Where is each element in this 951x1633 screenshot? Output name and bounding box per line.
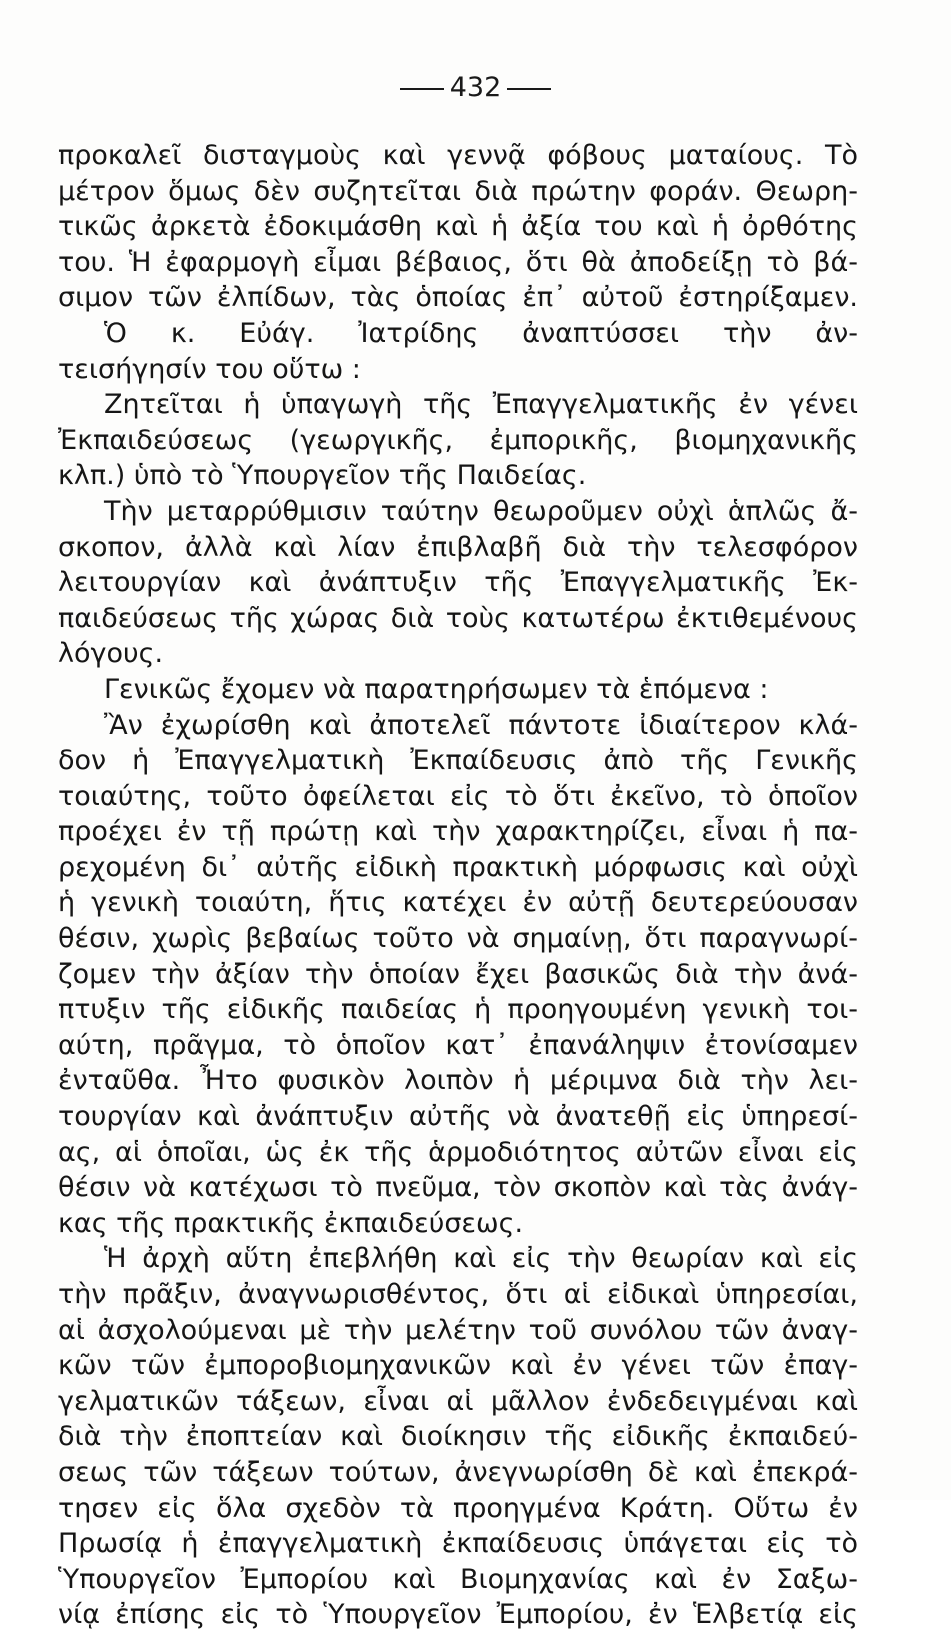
text-line: Ἂν ἐχωρίσθη καὶ ἀποτελεῖ πάντοτε ἰδιαίτερον κλά- (104, 709, 858, 741)
text-line: κλπ.) ὑπὸ τὸ Ὑπουργεῖον τῆς Παιδείας. (58, 460, 587, 492)
text-line: γελματικῶν τάξεων, εἶναι αἱ μᾶλλον ἐνδεδειγμέναι καὶ (58, 1385, 858, 1417)
text-line: θέσιν νὰ κατέχωσι τὸ πνεῦμα, τὸν σκοπὸν καὶ τὰς ἀνάγ- (58, 1172, 858, 1204)
text-line: προκαλεῖ δισταγμοὺς καὶ γεννᾷ φόβους ματαίους. Τὸ (58, 140, 858, 171)
text-line: παιδεύσεως τῆς χώρας διὰ τοὺς κατωτέρω ἐκτιθεμένους (58, 602, 858, 634)
text-line: διὰ τὴν ἐποπτείαν καὶ διοίκησιν τῆς εἰδικῆς ἐκπαιδεύ- (58, 1421, 858, 1453)
text-line: Ἡ ἀρχὴ αὕτη ἐπεβλήθη καὶ εἰς τὴν θεωρίαν καὶ εἰς (104, 1243, 858, 1275)
text-line: τοιαύτης, τοῦτο ὀφείλεται εἰς τὸ ὅτι ἐκεῖνο, τὸ ὁποῖον (58, 780, 858, 812)
text-line: νίᾳ ἐπίσης εἰς τὸ Ὑπουργεῖον Ἐμπορίου, ἐν Ἑλβετίᾳ εἰς (58, 1599, 858, 1631)
text-line: κας τῆς πρακτικῆς ἐκπαιδεύσεως. (58, 1207, 524, 1239)
text-line: Πρωσίᾳ ἡ ἐπαγγελματικὴ ἐκπαίδευσις ὑπάγεται εἰς τὸ (58, 1528, 858, 1560)
text-line: θέσιν, χωρὶς βεβαίως τοῦτο νὰ σημαίνῃ, ὅτι παραγνωρί- (58, 923, 858, 955)
text-line: κῶν τῶν ἐμποροβιομηχανικῶν καὶ ἐν γένει τῶν ἐπαγ- (58, 1350, 858, 1382)
left-dash (400, 88, 444, 90)
text-line: του. Ἡ ἐφαρμογὴ εἶμαι βέβαιος, ὅτι θὰ ἀποδείξῃ τὸ βά- (58, 246, 858, 278)
text-line: τικῶς ἀρκετὰ ἐδοκιμάσθη καὶ ἡ ἀξία του καὶ ἡ ὀρθότης (58, 211, 858, 243)
body-text (58, 138, 858, 1633)
text-line: ρεχομένη δι᾽ αὐτῆς εἰδικὴ πρακτικὴ μόρφωσις καὶ οὐχὶ (58, 851, 858, 883)
text-line: δον ἡ Ἐπαγγελματικὴ Ἐκπαίδευσις ἀπὸ τῆς Γενικῆς (58, 745, 858, 777)
text-line: τουργίαν καὶ ἀνάπτυξιν αὐτῆς νὰ ἀνατεθῇ εἰς ὑπηρεσί- (58, 1101, 858, 1133)
text-line: Ζητεῖται ἡ ὑπαγωγὴ τῆς Ἐπαγγελματικῆς ἐν γένει (104, 389, 858, 421)
text-line: λειτουργίαν καὶ ἀνάπτυξιν τῆς Ἐπαγγελματικῆς Ἐκ- (58, 567, 858, 599)
text-line: τὴν πρᾶξιν, ἀναγνωρισθέντος, ὅτι αἱ εἰδικαὶ ὑπηρεσίαι, (58, 1279, 858, 1310)
text-line: πτυξιν τῆς εἰδικῆς παιδείας ἡ προηγουμένη γενικὴ τοι- (58, 994, 858, 1026)
text-line: Γενικῶς ἔχομεν νὰ παρατηρήσωμεν τὰ ἑπόμενα : (104, 673, 769, 705)
right-dash (507, 88, 551, 90)
text-line: Ὁ κ. Εὐάγ. Ἰατρίδης ἀναπτύσσει τὴν ἀν- (104, 317, 858, 349)
text-line: Τὴν μεταρρύθμισιν ταύτην θεωροῦμεν οὐχὶ ἁπλῶς ἄ- (104, 495, 858, 527)
text-line: αύτη, πρᾶγμα, τὸ ὁποῖον κατ᾽ ἐπανάληψιν ἐτονίσαμεν (58, 1029, 858, 1061)
text-line: προέχει ἐν τῇ πρώτῃ καὶ τὴν χαρακτηρίζει, εἶναι ἡ πα- (58, 816, 858, 848)
text-line: αἱ ἀσχολούμεναι μὲ τὴν μελέτην τοῦ συνόλου τῶν ἀναγ- (58, 1314, 858, 1346)
text-line: ζομεν τὴν ἀξίαν τὴν ὁποίαν ἔχει βασικῶς διὰ τὴν ἀνά- (58, 958, 858, 990)
text-line: σιμον τῶν ἐλπίδων, τὰς ὁποίας ἐπ᾽ αὐτοῦ ἐστηρίξαμεν. (58, 282, 858, 314)
text-line: Ὑπουργεῖον Ἐμπορίου καὶ Βιομηχανίας καὶ ἐν Σαξω- (58, 1563, 858, 1595)
text-line: τησεν εἰς ὅλα σχεδὸν τὰ προηγμένα Κράτη. Οὕτω ἐν (58, 1492, 858, 1524)
text-line: ας, αἱ ὁποῖαι, ὡς ἐκ τῆς ἁρμοδιότητος αὐτῶν εἶναι εἰς (58, 1136, 858, 1168)
text-line: ἡ γενικὴ τοιαύτη, ἥτις κατέχει ἐν αὐτῇ δευτερεύουσαν (58, 887, 858, 919)
text-line: λόγους. (58, 638, 164, 670)
page-number: 432 (449, 72, 502, 103)
text-line: σεως τῶν τάξεων τούτων, ἀνεγνωρίσθη δὲ καὶ ἐπεκρά- (58, 1456, 858, 1488)
text-line: τεισήγησίν του οὕτω : (58, 353, 361, 385)
text-line: σκοπον, ἀλλὰ καὶ λίαν ἐπιβλαβῆ διὰ τὴν τελεσφόρον (58, 531, 858, 563)
page-header (0, 72, 951, 103)
text-line: μέτρον ὅμως δὲν συζητεῖται διὰ πρώτην φοράν. Θεωρη- (58, 175, 858, 207)
text-line: Ἐκπαιδεύσεως (γεωργικῆς, ἐμπορικῆς, βιομηχανικῆς (58, 424, 858, 456)
text-line: ἐνταῦθα. Ἦτο φυσικὸν λοιπὸν ἡ μέριμνα διὰ τὴν λει- (58, 1065, 858, 1097)
